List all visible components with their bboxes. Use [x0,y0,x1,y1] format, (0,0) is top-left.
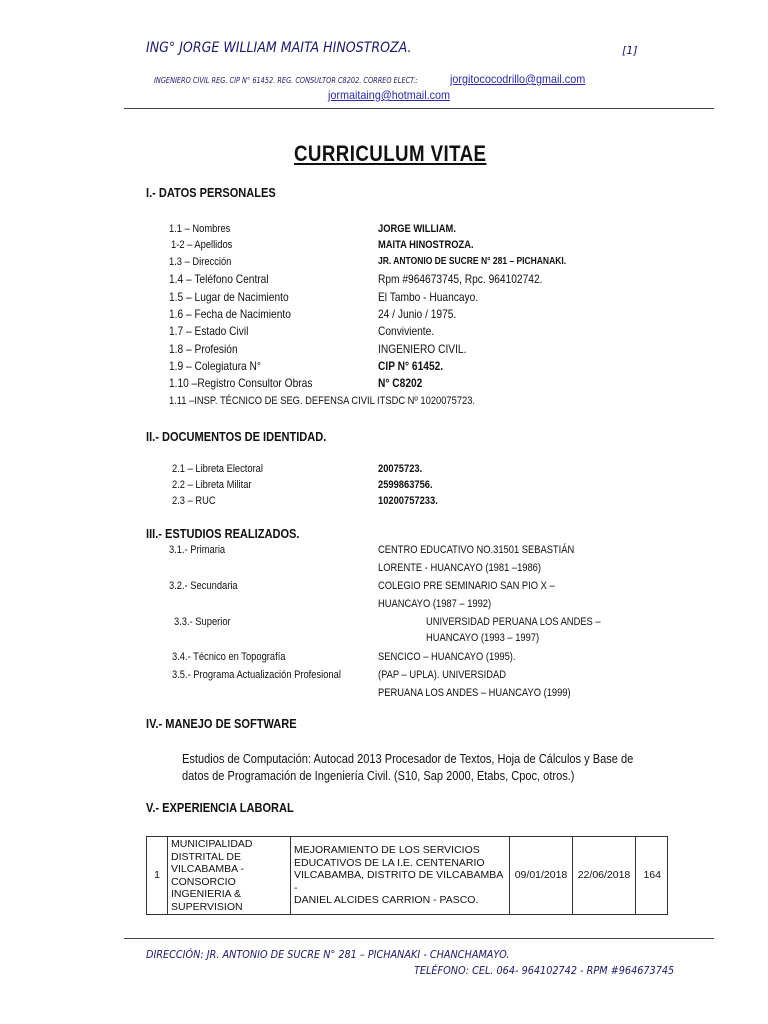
experience-days [636,837,668,915]
experience-project [291,837,510,915]
page-title: CURRICULUM VITAE [294,141,487,166]
study-value: CENTRO EDUCATIVO NO.31501 SEBASTIÁN [378,544,575,556]
personal-label: 1.6 – Fecha de Nacimiento [169,307,291,321]
identity-value: 2599863756. [378,479,433,491]
section-experience-title: V.- EXPERIENCIA LABORAL [146,800,294,815]
study-label: 3.3.- Superior [174,616,231,628]
personal-value: CIP N° 61452. [378,359,444,373]
identity-value: 20075723. [378,463,423,475]
end-date-text: 22/06/2018 [577,869,631,882]
personal-label: 1.7 – Estado Civil [169,324,249,338]
personal-label: 1.5 – Lugar de Nacimiento [169,290,289,304]
days-text: 164 [643,869,661,882]
experience-entity [168,837,291,915]
experience-number [147,837,168,915]
entity-line: VILCABAMBA - [171,863,244,875]
header-name: ING° JORGE WILLIAM MAITA HINOSTROZA. [146,40,412,56]
header-registry: INGENIERO CIVIL REG. CIP N° 61452. REG. CONSULTOR C8202. CORREO ELECT.: [154,76,418,85]
identity-label: 2.2 – Libreta Militar [172,479,252,491]
experience-start-date [510,837,573,915]
personal-label: 1-2 – Apellidos [171,239,233,251]
entity-line: CONSORCIO [171,875,236,888]
footer-phone: TELÉFONO: CEL. 064- 964102742 - RPM #964673745 [414,964,675,977]
study-value: HUANCAYO (1987 – 1992) [378,598,492,610]
project-line: EDUCATIVOS DE LA I.E. CENTENARIO [294,856,485,869]
study-value: SENCICO – HUANCAYO (1995). [378,651,516,663]
section-studies-title: III.- ESTUDIOS REALIZADOS. [146,526,300,541]
personal-value: Rpm #964673745, Rpc. 964102742. [378,272,543,286]
study-label: 3.5.- Programa Actualización Profesional [172,669,341,681]
table-row [147,837,668,915]
study-value: UNIVERSIDAD PERUANA LOS ANDES – [426,616,601,628]
entity-line: INGENIERIA & [171,888,242,900]
section-identity-title: II.- DOCUMENTOS DE IDENTIDAD. [146,429,327,444]
project-line: VILCABAMBA, DISTRITO DE VILCABAMBA - [294,869,503,894]
project-line: DANIEL ALCIDES CARRION - PASCO. [294,894,479,907]
identity-label: 2.3 – RUC [172,495,216,507]
software-text-line: Estudios de Computación: Autocad 2013 Procesador de Textos, Hoja de Cálculos y Base de [182,751,634,766]
experience-table [146,836,668,915]
email-link-hotmail[interactable]: jormaitaing@hotmail.com [328,88,451,102]
header-rule [124,108,714,109]
software-text-line: datos de Programación de Ingeniería Civil. (S10, Sap 2000, Etabs, Cpoc, otros.) [182,768,575,783]
personal-value: INGENIERO CIVIL. [378,342,467,356]
personal-label: 1.9 – Colegiatura N° [169,359,261,373]
experience-number-text: 1 [154,869,160,882]
study-label: 3.2.- Secundaria [169,580,238,592]
entity-line: SUPERVISION [171,900,243,913]
personal-value: JORGE WILLIAM. [378,223,456,235]
start-date-text: 09/01/2018 [514,869,568,882]
personal-label: 1.10 –Registro Consultor Obras [169,376,313,390]
entity-line: DISTRITAL DE [171,850,242,863]
personal-value: N° C8202 [378,376,423,390]
personal-value: JR. ANTONIO DE SUCRE N° 281 – PICHANAKI. [378,256,567,267]
experience-end-date [573,837,636,915]
email-link-gmail[interactable]: jorgitococodrillo@gmail.com [450,72,586,86]
project-line: MEJORAMIENTO DE LOS SERVICIOS [294,844,480,857]
personal-value: 24 / Junio / 1975. [378,307,457,321]
entity-line: MUNICIPALIDAD [171,838,253,850]
personal-value: El Tambo - Huancayo. [378,290,479,304]
personal-label: 1.3 – Dirección [169,256,232,268]
study-value: PERUANA LOS ANDES – HUANCAYO (1999) [378,687,571,699]
identity-value: 10200757233. [378,495,438,507]
study-label: 3.4.- Técnico en Topografía [172,651,286,663]
section-personal-title: I.- DATOS PERSONALES [146,185,276,200]
study-value: LORENTE - HUANCAYO (1981 –1986) [378,562,542,574]
page-number: [1] [622,44,638,57]
personal-label: 1.11 –INSP. TÉCNICO DE SEG. DEFENSA CIVIL ITSDC Nº 1020075723. [169,395,476,407]
study-value: COLEGIO PRE SEMINARIO SAN PIO X – [378,580,555,592]
section-software-title: IV.- MANEJO DE SOFTWARE [146,716,297,731]
study-value: HUANCAYO (1993 – 1997) [426,632,540,644]
footer-rule [124,938,714,939]
personal-label: 1.1 – Nombres [169,223,231,235]
personal-label: 1.8 – Profesión [169,342,238,356]
identity-label: 2.1 – Libreta Electoral [172,463,263,475]
footer-address: DIRECCIÓN: JR. ANTONIO DE SUCRE N° 281 – PICHANAKI - CHANCHAMAYO. [146,948,510,961]
study-label: 3.1.- Primaria [169,544,226,556]
study-value: (PAP – UPLA). UNIVERSIDAD [378,669,507,681]
personal-label: 1.4 – Teléfono Central [169,272,269,286]
personal-value: Conviviente. [378,324,435,338]
personal-value: MAITA HINOSTROZA. [378,239,474,251]
